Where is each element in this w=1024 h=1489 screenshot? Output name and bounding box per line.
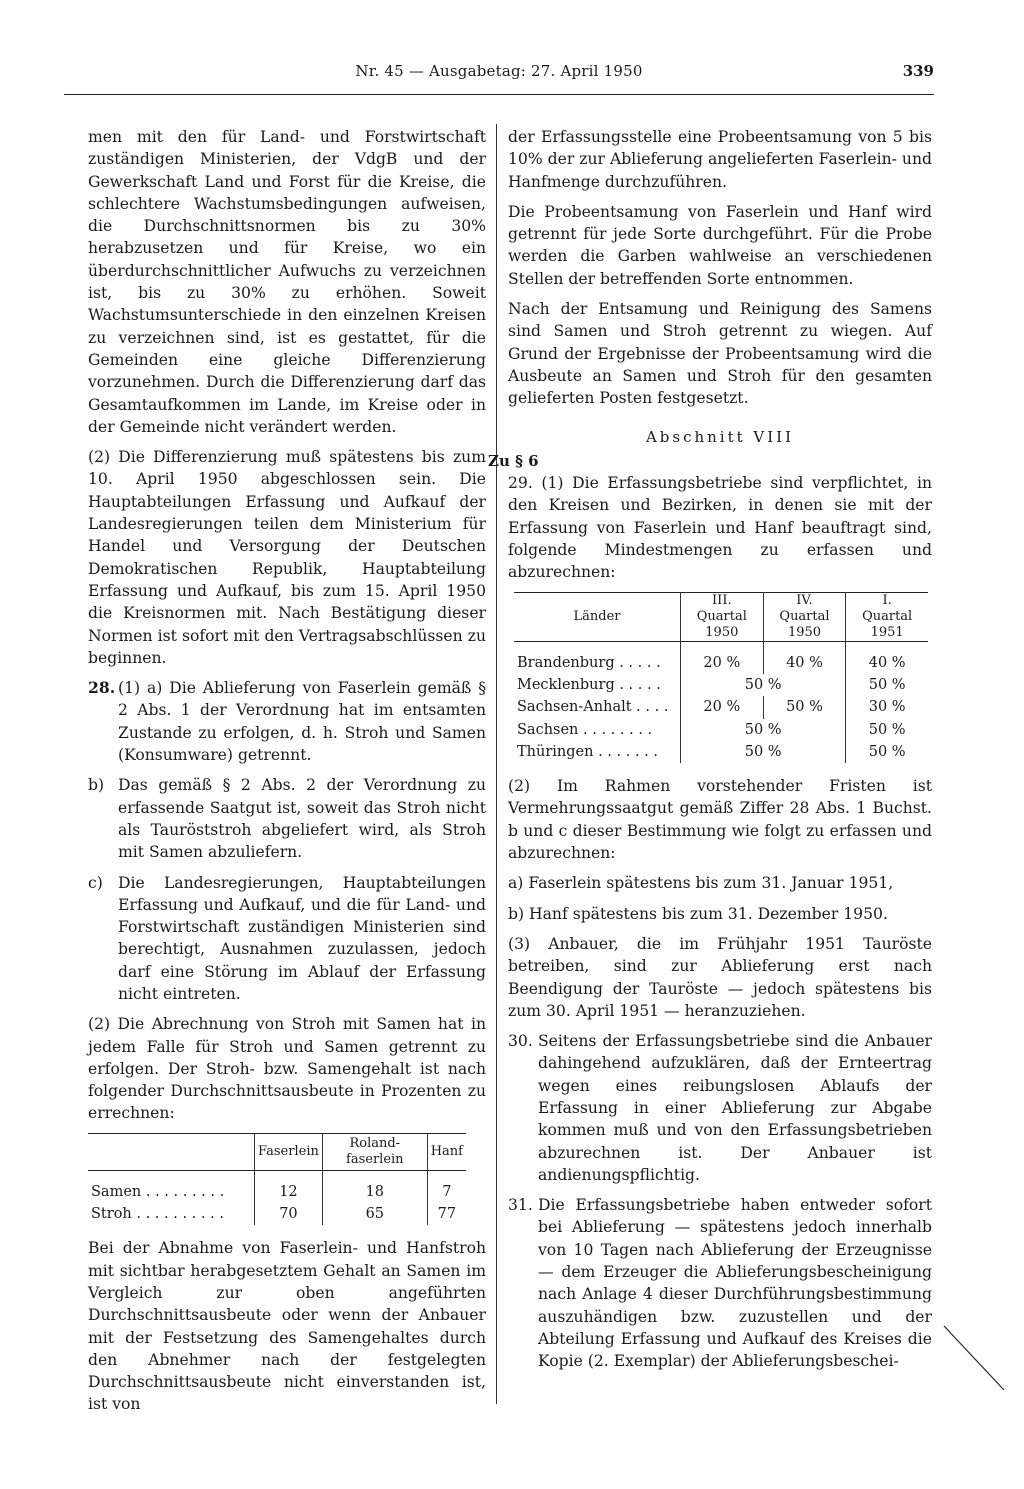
table-row — [514, 652, 928, 674]
table-corner: Länder — [573, 608, 621, 624]
sub-text: Die Landesregierungen, Hauptabteilungen Erfassung und Aufkauf, und die für Land- und Forstwirtschaft zuständigen Ministerien sind berechtigt, Ausnahmen zuzulassen, jedoch darf eine Störung im Ablauf der Erfassung nicht eintreten. — [118, 873, 486, 1003]
cell: 30 % — [846, 696, 928, 718]
cell: 77 — [427, 1203, 466, 1225]
column-header: Roland-faserlein — [322, 1133, 427, 1170]
item-number: 28. — [88, 678, 116, 698]
cell: 50 % — [846, 741, 928, 763]
paragraph: Die Probeentsamung von Faserlein und Hanf wird getrennt für jede Sorte durchgeführt. Für die Probe werden die Garben wahlweise an verschiedenen Stellen der betreffenden Sorte entnommen. — [508, 202, 932, 288]
paragraph: (2) Im Rahmen vorstehender Fristen ist Vermehrungssaatgut gemäß Ziffer 28 Abs. 1 Buchst. b und c dieser Bestimmung wie folgt zu erfassen und abzurechnen: — [508, 777, 932, 863]
issue-line: Nr. 45 — Ausgabetag: 27. April 1950 — [355, 62, 643, 80]
table-row — [88, 1181, 466, 1203]
diagonal-pen-mark — [940, 1322, 1010, 1394]
header-rule — [64, 94, 934, 95]
table-row — [514, 674, 928, 696]
paragraph: (2) Die Abrechnung von Stroh mit Samen hat in jedem Falle für Stroh und Samen getrennt zu erfolgen. Der Stroh- bzw. Samengehalt ist nach folgender Durchschnittsausbeute in Prozenten zu errechnen: — [88, 1015, 486, 1123]
sub-item: a) Faserlein spätestens bis zum 31. Januar 1951, — [508, 874, 894, 893]
item-text: (1) a) Die Ablieferung von Faserlein gemäß § 2 Abs. 1 der Verordnung hat im entsamten Zustande zu erfolgen, d. h. Stroh und Samen (Konsumware) getrennt. — [118, 679, 486, 765]
item-text: Die Erfassungsbetriebe haben entweder sofort bei Ablieferung — spätestens jedoch innerhalb von 10 Tagen nach Ablieferung der Erzeugnisse — dem Erzeuger die Ablieferungsbescheinigung nach Anlage 4 dieser Durchführungsbestimmung auszuhändigen bzw. zuzustellen und der Abteilung Erfassung und Aufkauf des Kreises die Kopie (2. Exemplar) der Ablieferungsbeschei- — [538, 1196, 932, 1371]
item-number: 30. — [508, 1032, 533, 1051]
cell: 20 % — [681, 652, 764, 674]
item-30 — [508, 1030, 932, 1186]
column-header: IV. Quartal 1950 — [763, 592, 846, 641]
sub-item-b — [88, 774, 486, 863]
cell: 7 — [427, 1181, 466, 1203]
yield-table — [88, 1133, 466, 1226]
paragraph: Nach der Entsamung und Reinigung des Samens sind Samen und Stroh getrennt zu wiegen. Auf Grund der Ergebnisse der Probeentsamung wird die Ausbeute an Samen und Stroh für den gesamten gelieferten Posten festgesetzt. — [508, 300, 932, 408]
section-title: Abschnitt VIII — [645, 427, 795, 446]
sub-label: b) — [88, 776, 105, 795]
row-label: Mecklenburg . . . . . — [517, 676, 661, 693]
cell: 50 % — [846, 719, 928, 741]
paragraph: der Erfassungsstelle eine Probeentsamung von 5 bis 10% der zur Ablieferung angelieferten Faserlein- und Hanfmenge durchzuführen. — [508, 128, 932, 191]
merged-cell: 50 % — [681, 674, 846, 696]
cell: 40 % — [763, 652, 846, 674]
cell: 50 % — [763, 696, 846, 718]
row-label: Sachsen . . . . . . . . — [517, 721, 653, 738]
left-column — [88, 126, 486, 1424]
column-header: Hanf — [427, 1133, 466, 1170]
cell: 20 % — [681, 696, 764, 718]
paragraph: men mit den für Land- und Forstwirtschaft zuständigen Ministerien, der VdgB und der Gewerkschaft Land und Forst für die Kreise, die schlechtere Wachstumsbedingungen aufweisen, die Durchschnittsnormen bis zu 30% herabzusetzen und für Kreise, wo ein überdurchschnittlicher Aufwuchs zu verzeichnen ist, bis zu 30% zu erhöhen. Soweit Wachstumsunterschiede in den einzelnen Kreisen zu verzeichnen sind, ist es gestattet, für die Gemeinden eine gleiche Differenzierung vorzunehmen. Durch die Differenzierung darf das Gesamtaufkommen im Lande, im Kreise oder in der Gemeinde nicht verändert werden. — [88, 128, 486, 436]
item-text: Seitens der Erfassungsbetriebe sind die Anbauer dahingehend aufzuklären, daß der Ernteertrag wegen eines reibungslosen Ablaufs der Erfassung in einer Ablieferung zur Abgabe kommen muß und von den Erfassungsbetrieben abzurechnen ist. Der Anbauer ist andienungspflichtig. — [538, 1032, 932, 1184]
cell: 50 % — [846, 674, 928, 696]
column-divider — [496, 124, 497, 1404]
row-label: Brandenburg . . . . . — [517, 654, 661, 671]
row-label: Samen . . . . . . . . . — [91, 1183, 225, 1200]
table-row — [514, 741, 928, 763]
paragraph: 29. (1) Die Erfassungsbetriebe sind verpflichtet, in den Kreisen und Bezirken, in denen sie mit der Erfassung von Faserlein und Hanf beauftragt sind, folgende Mindestmengen zu erfassen und abzurechnen: — [508, 474, 932, 582]
sub-label: c) — [88, 873, 103, 892]
paragraph: (3) Anbauer, die im Frühjahr 1951 Tauröste betreiben, sind zur Ablieferung erst nach Beendigung der Tauröste — jedoch spätestens bis zum 30. April 1951 — heranzuziehen. — [508, 934, 932, 1020]
paragraph: Bei der Abnahme von Faserlein- und Hanfstroh mit sichtbar herabgesetztem Gehalt an Samen im Vergleich zur oben angeführten Durchschnittsausbeute oder wenn der Anbauer mit der Festsetzung des Samengehaltes durch den Abnehmer nach der festgelegten Durchschnittsausbeute nicht einverstanden ist, ist von — [88, 1239, 486, 1414]
right-column — [488, 126, 932, 1381]
row-label: Sachsen-Anhalt . . . . — [517, 699, 669, 716]
quota-table — [514, 592, 928, 763]
table-row — [514, 719, 928, 741]
page-header — [64, 62, 934, 90]
paragraph: (2) Die Differenzierung muß spätestens bis zum 10. April 1950 abgeschlossen sein. Die Hauptabteilungen Erfassung und Aufkauf der Landesregierungen teilen dem Ministerium für Handel und Versorgung der Deutschen Demokratischen Republik, Hauptabteilung Erfassung und Aufkauf, bis zum 15. April 1950 die Kreisnormen mit. Nach Bestätigung dieser Normen ist sofort mit den Vertragsabschlüssen zu beginnen. — [88, 448, 486, 667]
cell: 18 — [322, 1181, 427, 1203]
sub-text: Das gemäß § 2 Abs. 2 der Verordnung zu erfassende Saatgut ist, soweit das Stroh nicht als Tauröststroh abgeliefert wird, als Stroh mit Samen abzuliefern. — [118, 776, 486, 862]
table-row — [88, 1203, 466, 1225]
table-row — [514, 696, 928, 718]
merged-cell: 50 % — [681, 719, 846, 741]
item-number: 31. — [508, 1196, 533, 1215]
cell: 70 — [255, 1203, 323, 1225]
row-label: Stroh . . . . . . . . . . — [91, 1206, 224, 1223]
item-31 — [508, 1194, 932, 1372]
cell: 12 — [255, 1181, 323, 1203]
column-header: III. Quartal 1950 — [681, 592, 764, 641]
section-reference: Zu § 6 — [488, 451, 539, 470]
table-corner — [88, 1133, 255, 1170]
row-label: Thüringen . . . . . . . — [517, 743, 658, 760]
item-28 — [88, 677, 486, 766]
sub-item-c — [88, 872, 486, 1006]
page-number: 339 — [902, 62, 934, 80]
column-header: I. Quartal 1951 — [846, 592, 928, 641]
column-header: Faserlein — [255, 1133, 323, 1170]
sub-item: b) Hanf spätestens bis zum 31. Dezember 1950. — [508, 904, 888, 923]
cell: 65 — [322, 1203, 427, 1225]
merged-cell: 50 % — [681, 741, 846, 763]
cell: 40 % — [846, 652, 928, 674]
